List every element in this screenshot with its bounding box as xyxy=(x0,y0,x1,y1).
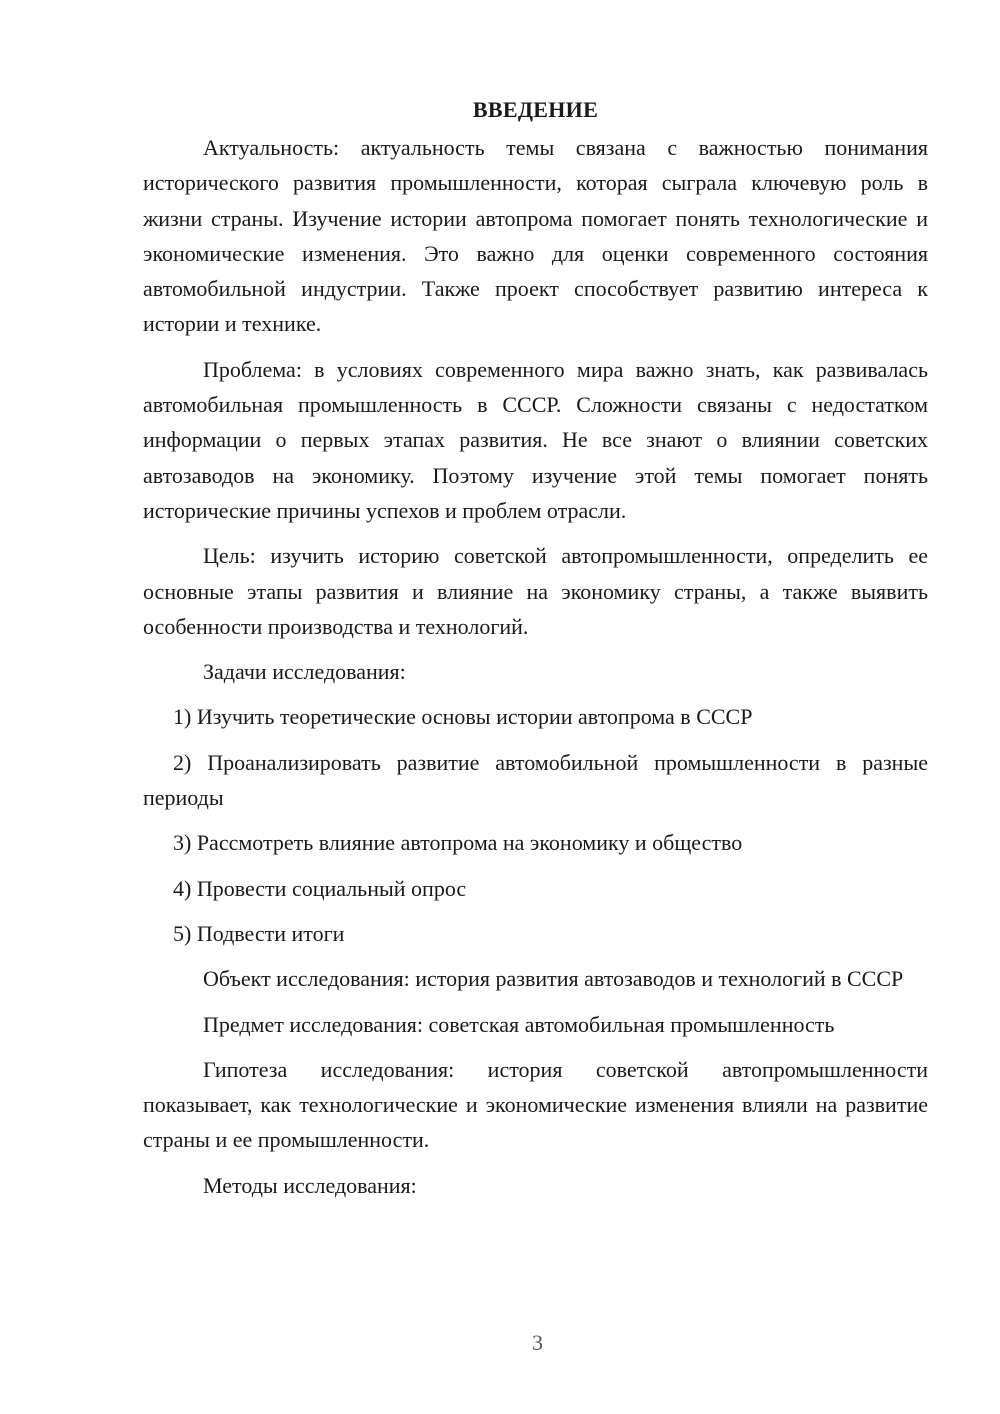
section-title: ВВЕДЕНИЕ xyxy=(472,97,599,122)
tasks-heading: Задачи исследования: xyxy=(203,659,406,685)
goal-paragraph: Цель: изучить историю советской автопромышленности, определить ее основные этапы развития и влияние на экономику страны, а также выявить особенности производства и технологий. xyxy=(143,543,928,639)
subject-paragraph: Предмет исследования: советская автомобильная промышленность xyxy=(203,1011,835,1037)
task-item: 3) Рассмотреть влияние автопрома на экономику и общество xyxy=(173,830,743,856)
problem-paragraph: Проблема: в условиях современного мира важно знать, как развивалась автомобильная промышленность в СССР. Сложности связаны с недостатком информации о первых этапах развития. Не все знают о влиянии советских автозаводов на экономику. Поэтому изучение этой темы помогает понять исторические причины успехов и проблем отрасли. xyxy=(143,356,928,523)
document-page xyxy=(143,90,928,1213)
object-paragraph: Объект исследования: история развития автозаводов и технологий в СССР xyxy=(203,966,904,992)
page-number: 3 xyxy=(532,1330,543,1355)
task-item: 2) Проанализировать развитие автомобильной промышленности в разные периоды xyxy=(143,749,928,811)
task-item: 1) Изучить теоретические основы истории автопрома в СССР xyxy=(173,704,753,730)
relevance-paragraph: Актуальность: актуальность темы связана с важностью понимания исторического развития промышленности, которая сыграла ключевую роль в жизни страны. Изучение истории автопрома помогает понять технологические и экономические изменения. Это важно для оценки современного состояния автомобильной индустрии. Также проект способствует развитию интереса к истории и технике. xyxy=(143,135,928,337)
hypothesis-paragraph: Гипотеза исследования: история советской автопромышленности показывает, как технологические и экономические изменения влияли на развитие страны и ее промышленности. xyxy=(143,1056,928,1153)
task-item: 4) Провести социальный опрос xyxy=(173,875,467,901)
methods-heading: Методы исследования: xyxy=(203,1172,417,1198)
task-item: 5) Подвести итоги xyxy=(173,920,345,946)
